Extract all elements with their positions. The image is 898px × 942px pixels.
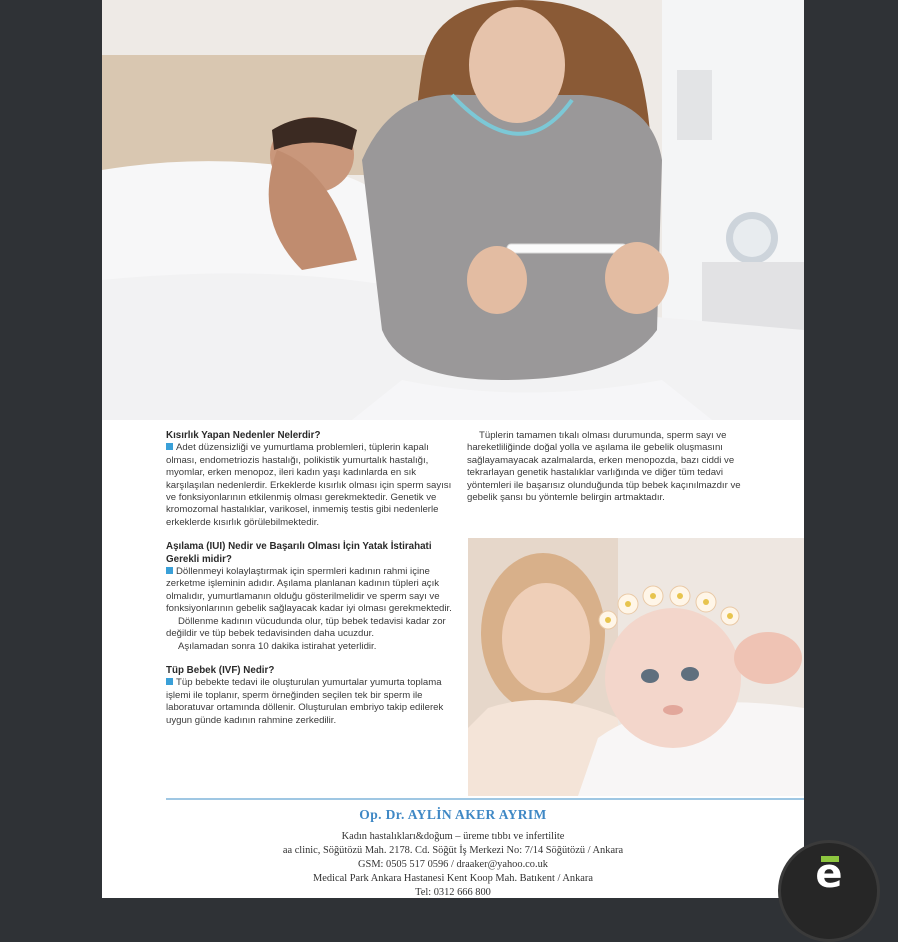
section-body-ivf-indications: Tüplerin tamamen tıkalı olması durumunda, sperm sayı ve hareketliliğinde doğal yolla ve aşılama ile gebelik oluşmasını sağlayamayacak azalmalarda, erken menopozda, bazı ciddi ve tekrarlayan genetik hastalıklar varlığında ve diğer tüm tedavi yöntemleri ile başarısız olunduğunda tüp bebek kaçınılmazdır ve gebelik şansı bu yöntemle belirgin artmaktadır. <box>467 430 741 504</box>
body-text: Döllenmeyi kolaylaştırmak için spermleri kadının rahmi içine zerketme işleminin adıdır. Aşılama planlanan kadının tüpleri açık olmalıdır, yumurtlamanın olduğu gösterilmelidir ve sperm sayı ve fonksiyonlarının gebelik sağlayacak kadar iyi olması gerekmektedir. <box>166 566 452 615</box>
hospital-address: Medical Park Ankara Hastanesi Kent Koop Mah. Batıkent / Ankara <box>313 873 593 884</box>
left-column <box>166 430 452 727</box>
hero-illustration <box>102 0 804 420</box>
hero-photo-woman-pregnancy-test <box>102 0 804 420</box>
section-title-iui: Aşılama (IUI) Nedir ve Başarılı Olması İçin Yatak İstirahati Gerekli midir? <box>166 541 432 565</box>
bullet-square-icon <box>166 567 173 574</box>
right-column <box>467 430 757 504</box>
section-body-iui-3: Aşılamadan sonra 10 dakika istirahat yeterlidir. <box>178 640 377 652</box>
phone-line: Tel: 0312 666 800 <box>415 887 491 898</box>
bullet-square-icon <box>166 678 173 685</box>
baby-illustration <box>468 538 804 796</box>
photo-mother-and-baby <box>468 538 804 796</box>
footer-contact <box>102 808 804 898</box>
logo-letter: e <box>815 851 843 897</box>
doctor-name: Op. Dr. AYLİN AKER AYRIM <box>359 807 547 822</box>
section-title-ivf: Tüp Bebek (IVF) Nedir? <box>166 664 275 676</box>
specialty-line: Kadın hastalıkları&doğum – üreme tıbbı ve infertilite <box>341 831 565 842</box>
section-title-infertility-causes: Kısırlık Yapan Nedenler Nelerdir? <box>166 430 321 441</box>
section-body-infertility-causes <box>166 442 452 529</box>
section-body-iui-2: Döllenme kadının vücudunda olur, tüp bebek tedavisi kadar zor değildir ve tüp bebek tedavisinden daha ucuzdur. <box>166 615 446 640</box>
footer-divider <box>166 798 804 800</box>
magazine-page <box>102 0 804 898</box>
bullet-square-icon <box>166 443 173 450</box>
clinic-address: aa clinic, Söğütözü Mah. 2178. Cd. Söğüt İş Merkezi No: 7/14 Söğütözü / Ankara <box>282 845 624 856</box>
app-logo-icon[interactable] <box>778 840 880 942</box>
body-text: Adet düzensizliği ve yumurtlama problemleri, tüplerin kapalı olması, endometriozis hastalığı, polikistik yumurtalık hastalığı, myomlar, erken menopoz, ileri kadın yaşı kadınlarda en sık karşılaşılan nedenlerdir. Erkeklerde kısırlık olması için sperm sayısı ve fonksiyonlarının etkilenmiş olması gerekmektedir. Genetik ve kromozomal hastalıklar, varikosel, inmemiş testis gibi nedenlerle erkeklerde kısırlık görülebilmektedir. <box>166 442 452 528</box>
section-body-ivf <box>166 677 452 727</box>
section-body-iui <box>166 566 452 616</box>
body-text: Tüp bebekte tedavi ile oluşturulan yumurtalar yumurta toplama işlemi ile toplanır, sperm örneğinden seçilen tek bir sperm ile laboratuvar ortamında döllenir. Oluşturulan embriyo takip edilerek uygun günde kadının rahmine zerkedilir. <box>166 677 444 726</box>
contact-line: GSM: 0505 517 0596 / draaker@yahoo.co.uk <box>358 859 548 870</box>
